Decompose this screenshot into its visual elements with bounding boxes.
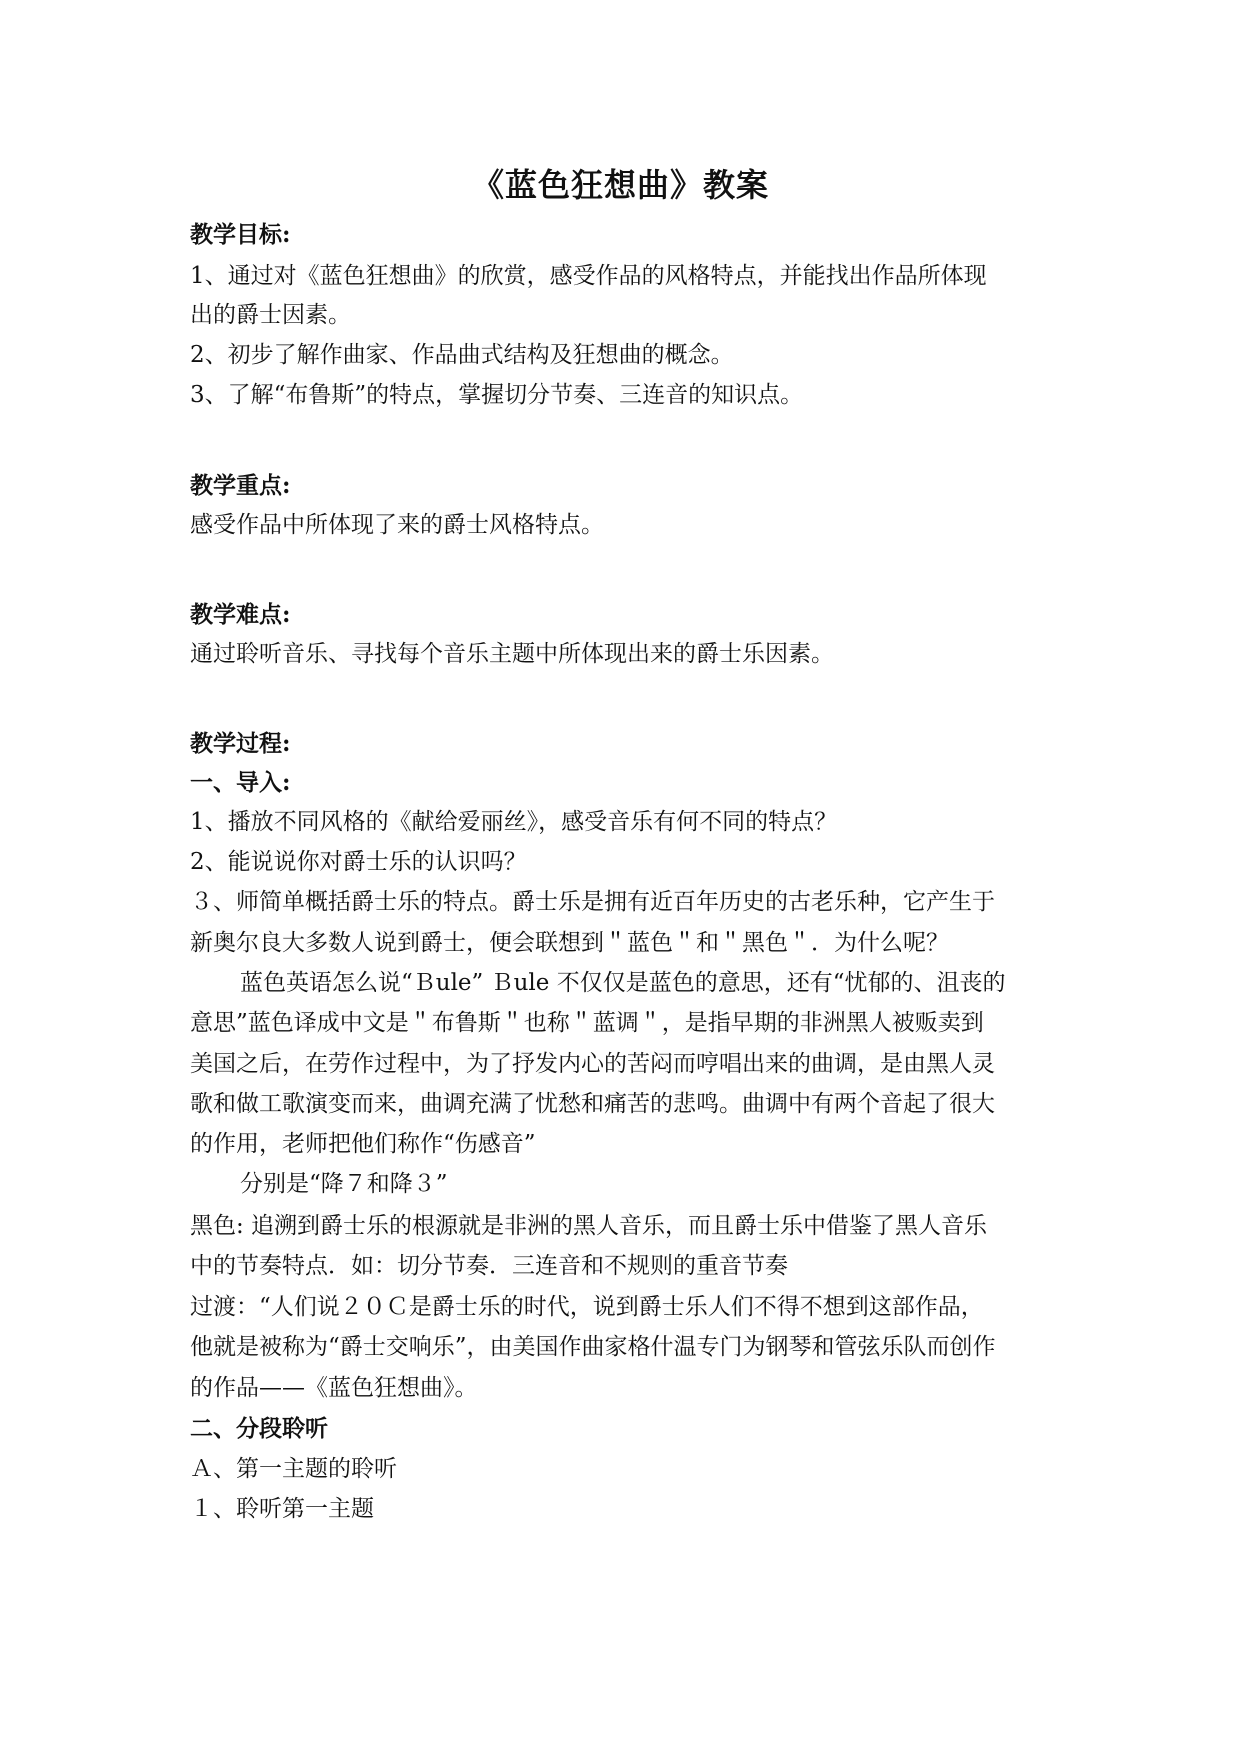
text-line: 出的爵士因素。	[190, 302, 351, 328]
text-line: ３、师简单概括爵士乐的特点。爵士乐是拥有近百年历史的古老乐种，它产生于	[190, 889, 995, 915]
text-line: 歌和做工歌演变而来，曲调充满了忧愁和痛苦的悲鸣。曲调中有两个音起了很大	[190, 1091, 995, 1117]
text-line: 通过聆听音乐、寻找每个音乐主题中所体现出来的爵士乐因素。	[190, 641, 834, 667]
text-line: 分别是“降７和降３”	[240, 1171, 448, 1197]
section-heading-key-points: 教学重点:	[190, 472, 291, 499]
text-line: 的作用，老师把他们称作“伤感音”	[190, 1131, 536, 1157]
section-heading-objectives: 教学目标:	[190, 221, 291, 248]
section-heading-process: 教学过程:	[190, 730, 291, 757]
text-line: 3、了解“布鲁斯”的特点，掌握切分节奏、三连音的知识点。	[190, 382, 804, 408]
text-line: 黑色: 追溯到爵士乐的根源就是非洲的黑人音乐，而且爵士乐中借鉴了黑人音乐	[190, 1213, 988, 1239]
document-title: 《蓝色狂想曲》教案	[471, 166, 769, 204]
subsection-heading-intro: 一、导入:	[190, 769, 291, 796]
text-line: 美国之后，在劳作过程中，为了抒发内心的苦闷而哼唱出来的曲调，是由黑人灵	[190, 1051, 995, 1077]
text-line: １、聆听第一主题	[190, 1496, 374, 1522]
text-line: Ａ、第一主题的聆听	[190, 1456, 397, 1482]
text-line: 2、初步了解作曲家、作品曲式结构及狂想曲的概念。	[190, 342, 734, 368]
text-line: 1、播放不同风格的《献给爱丽丝》，感受音乐有何不同的特点？	[190, 809, 838, 835]
text-line: 2、能说说你对爵士乐的认识吗？	[190, 849, 527, 875]
text-line: 过渡：“人们说２０Ｃ是爵士乐的时代，说到爵士乐人们不得不想到这部作品，	[190, 1294, 984, 1320]
text-line: 中的节奏特点．如：切分节奏．三连音和不规则的重音节奏	[190, 1253, 788, 1279]
subsection-heading-listening: 二、分段聆听	[190, 1415, 328, 1442]
text-line: 1、通过对《蓝色狂想曲》的欣赏，感受作品的风格特点，并能找出作品所体现	[190, 263, 987, 289]
text-line: 新奥尔良大多数人说到爵士，便会联想到＂蓝色＂和＂黑色＂．为什么呢？	[190, 930, 949, 956]
text-line: 意思”蓝色译成中文是＂布鲁斯＂也称＂蓝调＂，是指早期的非洲黑人被贩卖到	[190, 1010, 984, 1036]
text-line: 感受作品中所体现了来的爵士风格特点。	[190, 512, 604, 538]
text-line: 的作品——《蓝色狂想曲》。	[190, 1375, 478, 1401]
section-heading-difficulties: 教学难点:	[190, 601, 291, 628]
text-line: 蓝色英语怎么说“Ｂule” Ｂule 不仅仅是蓝色的意思，还有“忧郁的、沮丧的	[240, 970, 1006, 996]
text-line: 他就是被称为“爵士交响乐”，由美国作曲家格什温专门为钢琴和管弦乐队而创作	[190, 1334, 996, 1360]
